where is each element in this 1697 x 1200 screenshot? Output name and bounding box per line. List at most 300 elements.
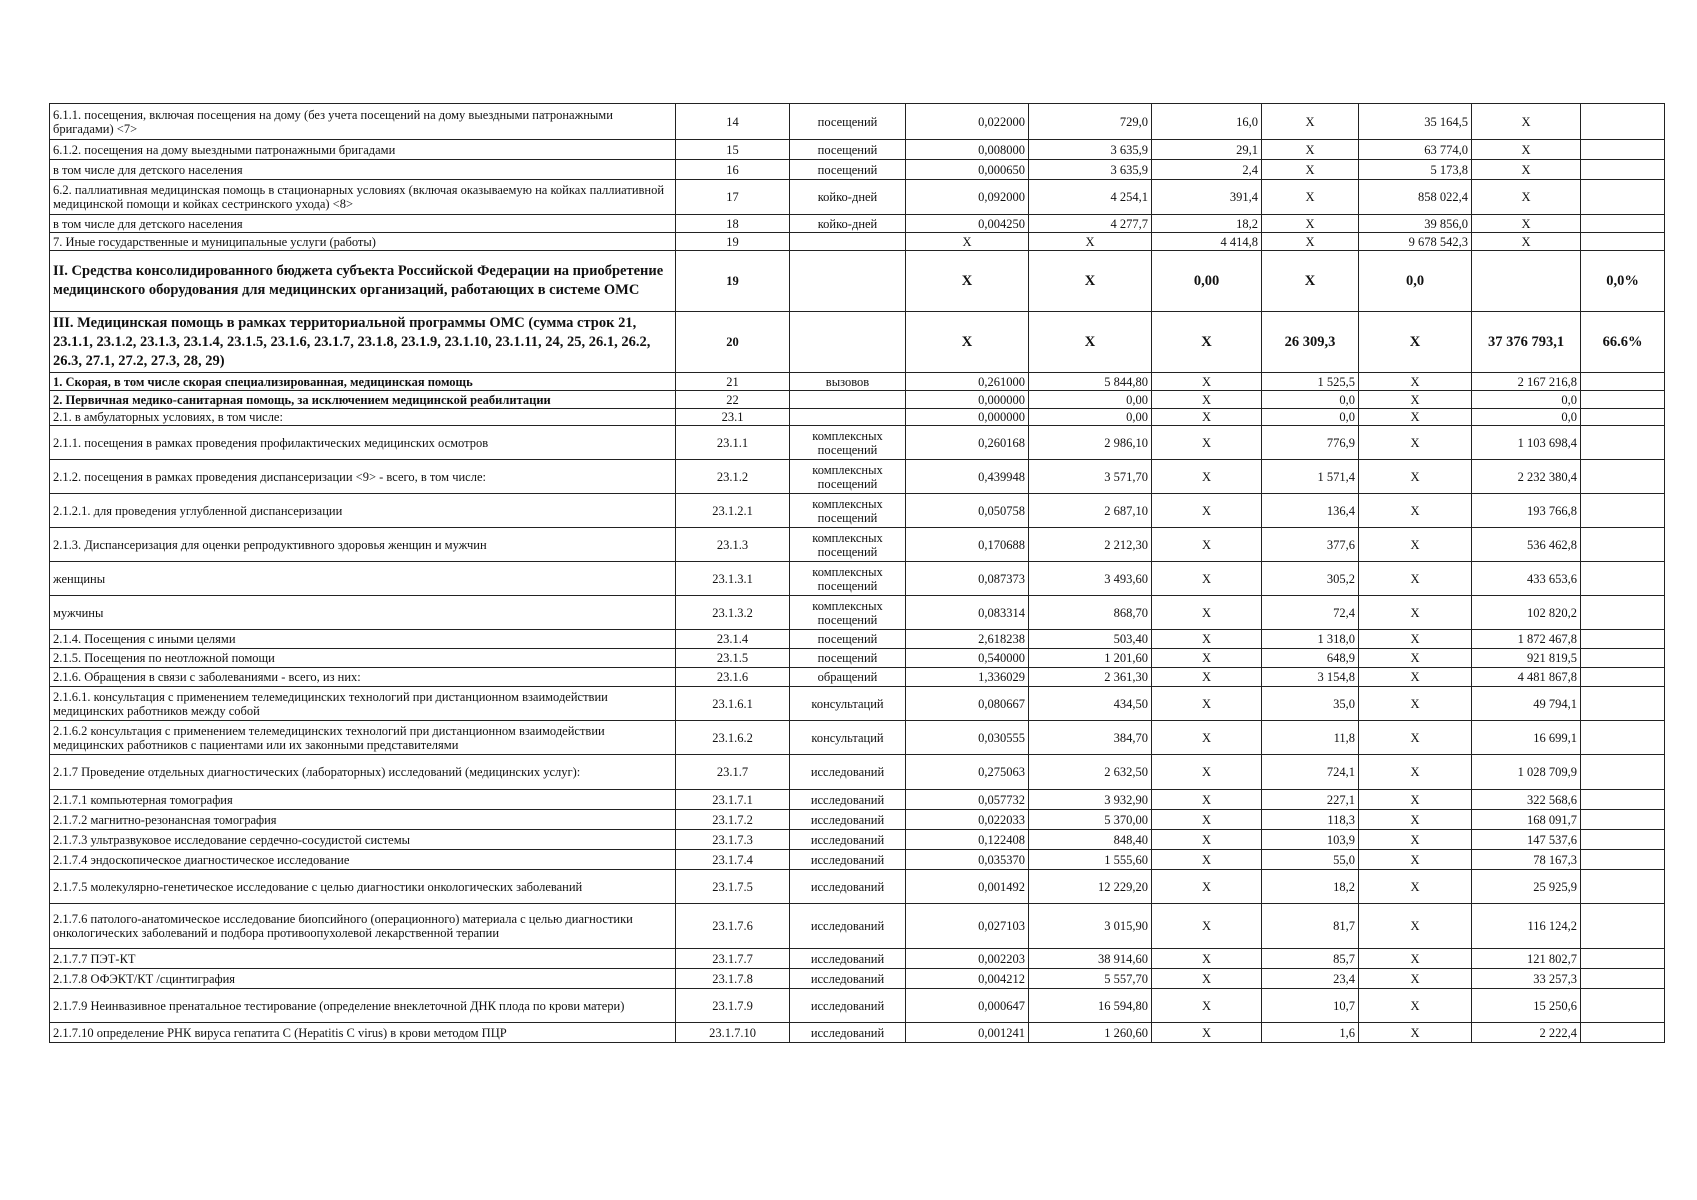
table-row: [50, 251, 1665, 312]
per-capita-budget-cell: X: [1152, 904, 1262, 949]
share-percent-cell: [1581, 373, 1665, 391]
per-capita-oms-cell: 35,0: [1262, 687, 1359, 721]
volume-norm-cell: 0,000647: [906, 989, 1029, 1023]
cost-norm-cell: 38 914,60: [1029, 949, 1152, 969]
row-name-cell: в том числе для детского населения: [50, 160, 676, 180]
share-percent-cell: [1581, 850, 1665, 870]
per-capita-budget-cell: 18,2: [1152, 215, 1262, 233]
total-oms-cell: [1472, 251, 1581, 312]
volume-norm-cell: X: [906, 251, 1029, 312]
cost-norm-cell: X: [1029, 251, 1152, 312]
total-oms-cell: 78 167,3: [1472, 850, 1581, 870]
table-row: [50, 160, 1665, 180]
total-oms-cell: 921 819,5: [1472, 649, 1581, 668]
per-capita-budget-cell: X: [1152, 312, 1262, 373]
total-budget-cell: X: [1359, 668, 1472, 687]
unit-cell: исследований: [790, 850, 906, 870]
total-oms-cell: 25 925,9: [1472, 870, 1581, 904]
total-oms-cell: X: [1472, 140, 1581, 160]
per-capita-budget-cell: X: [1152, 870, 1262, 904]
total-oms-cell: 2 222,4: [1472, 1023, 1581, 1043]
unit-cell: койко-дней: [790, 180, 906, 215]
row-number-cell: 23.1.7.3: [676, 830, 790, 850]
total-budget-cell: 9 678 542,3: [1359, 233, 1472, 251]
table-row: [50, 426, 1665, 460]
total-oms-cell: X: [1472, 104, 1581, 140]
row-name-cell: 6.1.1. посещения, включая посещения на дому (без учета посещений на дому выездными патронажными бригадами) <7>: [50, 104, 676, 140]
cost-norm-cell: 3 635,9: [1029, 140, 1152, 160]
total-oms-cell: 193 766,8: [1472, 494, 1581, 528]
row-number-cell: 17: [676, 180, 790, 215]
unit-cell: исследований: [790, 830, 906, 850]
total-budget-cell: X: [1359, 1023, 1472, 1043]
row-number-cell: 23.1.7.10: [676, 1023, 790, 1043]
per-capita-oms-cell: 81,7: [1262, 904, 1359, 949]
total-budget-cell: X: [1359, 870, 1472, 904]
row-name-cell: 2.1.4. Посещения с иными целями: [50, 630, 676, 649]
per-capita-oms-cell: 227,1: [1262, 790, 1359, 810]
row-number-cell: 23.1.7.8: [676, 969, 790, 989]
row-name-cell: 1. Скорая, в том числе скорая специализированная, медицинская помощь: [50, 373, 676, 391]
table-row: [50, 391, 1665, 409]
volume-norm-cell: 0,002203: [906, 949, 1029, 969]
table-row: [50, 528, 1665, 562]
per-capita-budget-cell: X: [1152, 460, 1262, 494]
per-capita-oms-cell: 18,2: [1262, 870, 1359, 904]
volume-norm-cell: 0,170688: [906, 528, 1029, 562]
total-budget-cell: X: [1359, 596, 1472, 630]
row-name-cell: III. Медицинская помощь в рамках территориальной программы ОМС (сумма строк 21, 23.1.1, 23.1.2, 23.1.3, 23.1.4, 23.1.5, 23.1.6, 23.1.7, 23.1.8, 23.1.9, 23.1.10, 23.1.11, 24, 25, 26.1, 26.2, 26.3, 27.1, 27.2, 27.3, 28, 29): [50, 312, 676, 373]
total-oms-cell: 1 103 698,4: [1472, 426, 1581, 460]
share-percent-cell: [1581, 969, 1665, 989]
total-budget-cell: 63 774,0: [1359, 140, 1472, 160]
per-capita-budget-cell: X: [1152, 790, 1262, 810]
total-oms-cell: 433 653,6: [1472, 562, 1581, 596]
share-percent-cell: [1581, 104, 1665, 140]
cost-norm-cell: 5 844,80: [1029, 373, 1152, 391]
share-percent-cell: 0,0%: [1581, 251, 1665, 312]
per-capita-oms-cell: X: [1262, 251, 1359, 312]
cost-norm-cell: 729,0: [1029, 104, 1152, 140]
per-capita-budget-cell: X: [1152, 528, 1262, 562]
per-capita-oms-cell: 85,7: [1262, 949, 1359, 969]
cost-norm-cell: 2 632,50: [1029, 755, 1152, 790]
row-number-cell: 23.1: [676, 409, 790, 426]
total-budget-cell: X: [1359, 969, 1472, 989]
total-budget-cell: X: [1359, 494, 1472, 528]
unit-cell: посещений: [790, 649, 906, 668]
total-oms-cell: 33 257,3: [1472, 969, 1581, 989]
per-capita-budget-cell: X: [1152, 373, 1262, 391]
row-number-cell: 15: [676, 140, 790, 160]
per-capita-budget-cell: X: [1152, 1023, 1262, 1043]
volume-norm-cell: 0,439948: [906, 460, 1029, 494]
cost-norm-cell: 5 557,70: [1029, 969, 1152, 989]
volume-norm-cell: 0,000650: [906, 160, 1029, 180]
cost-norm-cell: 0,00: [1029, 409, 1152, 426]
unit-cell: [790, 233, 906, 251]
table-row: [50, 312, 1665, 373]
row-number-cell: 23.1.7.6: [676, 904, 790, 949]
unit-cell: исследований: [790, 1023, 906, 1043]
per-capita-oms-cell: X: [1262, 140, 1359, 160]
unit-cell: посещений: [790, 160, 906, 180]
per-capita-budget-cell: X: [1152, 969, 1262, 989]
per-capita-oms-cell: X: [1262, 160, 1359, 180]
per-capita-budget-cell: X: [1152, 409, 1262, 426]
per-capita-budget-cell: X: [1152, 989, 1262, 1023]
row-name-cell: 2.1.7.1 компьютерная томография: [50, 790, 676, 810]
volume-norm-cell: 0,000000: [906, 391, 1029, 409]
row-number-cell: 16: [676, 160, 790, 180]
total-oms-cell: X: [1472, 180, 1581, 215]
per-capita-budget-cell: 4 414,8: [1152, 233, 1262, 251]
volume-norm-cell: 0,008000: [906, 140, 1029, 160]
total-oms-cell: 536 462,8: [1472, 528, 1581, 562]
volume-norm-cell: 1,336029: [906, 668, 1029, 687]
table-body: [50, 104, 1665, 1043]
table-row: [50, 790, 1665, 810]
row-name-cell: 2.1.7.3 ультразвуковое исследование сердечно-сосудистой системы: [50, 830, 676, 850]
volume-norm-cell: 0,050758: [906, 494, 1029, 528]
table-row: [50, 596, 1665, 630]
row-number-cell: 23.1.6.1: [676, 687, 790, 721]
row-name-cell: 2.1.6. Обращения в связи с заболеваниями - всего, из них:: [50, 668, 676, 687]
total-budget-cell: X: [1359, 373, 1472, 391]
per-capita-oms-cell: 0,0: [1262, 391, 1359, 409]
volume-norm-cell: X: [906, 233, 1029, 251]
per-capita-oms-cell: X: [1262, 215, 1359, 233]
row-number-cell: 20: [676, 312, 790, 373]
cost-norm-cell: 868,70: [1029, 596, 1152, 630]
share-percent-cell: [1581, 160, 1665, 180]
volume-norm-cell: 0,080667: [906, 687, 1029, 721]
unit-cell: исследований: [790, 790, 906, 810]
table-row: [50, 721, 1665, 755]
cost-norm-cell: 3 635,9: [1029, 160, 1152, 180]
per-capita-oms-cell: 1 571,4: [1262, 460, 1359, 494]
total-oms-cell: 0,0: [1472, 409, 1581, 426]
row-number-cell: 23.1.7.5: [676, 870, 790, 904]
share-percent-cell: [1581, 1023, 1665, 1043]
cost-norm-cell: 503,40: [1029, 630, 1152, 649]
share-percent-cell: [1581, 426, 1665, 460]
per-capita-budget-cell: X: [1152, 755, 1262, 790]
per-capita-budget-cell: 16,0: [1152, 104, 1262, 140]
table-row: [50, 215, 1665, 233]
cost-norm-cell: 4 277,7: [1029, 215, 1152, 233]
per-capita-oms-cell: 118,3: [1262, 810, 1359, 830]
share-percent-cell: [1581, 949, 1665, 969]
row-number-cell: 23.1.2: [676, 460, 790, 494]
unit-cell: посещений: [790, 140, 906, 160]
row-name-cell: 6.2. паллиативная медицинская помощь в стационарных условиях (включая оказываемую на койках паллиативной медицинской помощи и койках сестринского ухода) <8>: [50, 180, 676, 215]
share-percent-cell: [1581, 790, 1665, 810]
row-name-cell: 2.1.7.6 патолого-анатомическое исследование биопсийного (операционного) материала с целью диагностики онкологических заболеваний и подбора противоопухолевой лекарственной терапии: [50, 904, 676, 949]
unit-cell: комплексных посещений: [790, 596, 906, 630]
volume-norm-cell: 0,261000: [906, 373, 1029, 391]
row-number-cell: 23.1.4: [676, 630, 790, 649]
per-capita-budget-cell: 0,00: [1152, 251, 1262, 312]
unit-cell: исследований: [790, 755, 906, 790]
total-oms-cell: 1 028 709,9: [1472, 755, 1581, 790]
cost-norm-cell: 4 254,1: [1029, 180, 1152, 215]
share-percent-cell: [1581, 494, 1665, 528]
row-number-cell: 22: [676, 391, 790, 409]
total-oms-cell: 49 794,1: [1472, 687, 1581, 721]
per-capita-oms-cell: 1 318,0: [1262, 630, 1359, 649]
unit-cell: [790, 312, 906, 373]
total-budget-cell: X: [1359, 649, 1472, 668]
per-capita-budget-cell: X: [1152, 850, 1262, 870]
volume-norm-cell: 0,022000: [906, 104, 1029, 140]
table-row: [50, 830, 1665, 850]
cost-norm-cell: 848,40: [1029, 830, 1152, 850]
volume-norm-cell: 0,057732: [906, 790, 1029, 810]
share-percent-cell: [1581, 596, 1665, 630]
share-percent-cell: [1581, 630, 1665, 649]
row-name-cell: 2.1.3. Диспансеризация для оценки репродуктивного здоровья женщин и мужчин: [50, 528, 676, 562]
per-capita-oms-cell: 648,9: [1262, 649, 1359, 668]
row-name-cell: 2.1.7.2 магнитно-резонансная томография: [50, 810, 676, 830]
total-budget-cell: X: [1359, 460, 1472, 494]
table-row: [50, 870, 1665, 904]
per-capita-oms-cell: X: [1262, 233, 1359, 251]
table-row: [50, 630, 1665, 649]
volume-norm-cell: 0,035370: [906, 850, 1029, 870]
unit-cell: [790, 251, 906, 312]
total-budget-cell: X: [1359, 630, 1472, 649]
total-budget-cell: X: [1359, 687, 1472, 721]
per-capita-budget-cell: X: [1152, 668, 1262, 687]
row-number-cell: 23.1.3.1: [676, 562, 790, 596]
table-row: [50, 460, 1665, 494]
share-percent-cell: [1581, 140, 1665, 160]
share-percent-cell: [1581, 989, 1665, 1023]
row-name-cell: мужчины: [50, 596, 676, 630]
per-capita-oms-cell: 136,4: [1262, 494, 1359, 528]
row-name-cell: женщины: [50, 562, 676, 596]
per-capita-budget-cell: X: [1152, 949, 1262, 969]
total-oms-cell: 16 699,1: [1472, 721, 1581, 755]
cost-norm-cell: 384,70: [1029, 721, 1152, 755]
per-capita-budget-cell: X: [1152, 721, 1262, 755]
total-oms-cell: 102 820,2: [1472, 596, 1581, 630]
cost-norm-cell: 434,50: [1029, 687, 1152, 721]
volume-norm-cell: 0,027103: [906, 904, 1029, 949]
per-capita-oms-cell: 11,8: [1262, 721, 1359, 755]
unit-cell: обращений: [790, 668, 906, 687]
share-percent-cell: [1581, 810, 1665, 830]
total-budget-cell: X: [1359, 830, 1472, 850]
per-capita-oms-cell: 776,9: [1262, 426, 1359, 460]
unit-cell: консультаций: [790, 721, 906, 755]
total-budget-cell: X: [1359, 949, 1472, 969]
total-budget-cell: 5 173,8: [1359, 160, 1472, 180]
total-budget-cell: 39 856,0: [1359, 215, 1472, 233]
table-row: [50, 850, 1665, 870]
row-number-cell: 23.1.3.2: [676, 596, 790, 630]
unit-cell: комплексных посещений: [790, 426, 906, 460]
row-name-cell: 2.1.6.1. консультация с применением телемедицинских технологий при дистанционном взаимодействии медицинских работников между собой: [50, 687, 676, 721]
total-budget-cell: X: [1359, 391, 1472, 409]
row-number-cell: 23.1.3: [676, 528, 790, 562]
unit-cell: исследований: [790, 904, 906, 949]
total-budget-cell: X: [1359, 409, 1472, 426]
per-capita-oms-cell: 55,0: [1262, 850, 1359, 870]
per-capita-oms-cell: 3 154,8: [1262, 668, 1359, 687]
volume-norm-cell: 0,087373: [906, 562, 1029, 596]
per-capita-oms-cell: X: [1262, 180, 1359, 215]
unit-cell: посещений: [790, 630, 906, 649]
row-name-cell: II. Средства консолидированного бюджета субъекта Российской Федерации на приобретение медицинского оборудования для медицинских организаций, работающих в системе ОМС: [50, 251, 676, 312]
per-capita-budget-cell: X: [1152, 810, 1262, 830]
share-percent-cell: [1581, 668, 1665, 687]
row-name-cell: 2.1.7.4 эндоскопическое диагностическое исследование: [50, 850, 676, 870]
total-oms-cell: X: [1472, 233, 1581, 251]
row-number-cell: 18: [676, 215, 790, 233]
cost-norm-cell: 1 555,60: [1029, 850, 1152, 870]
cost-norm-cell: 16 594,80: [1029, 989, 1152, 1023]
table-row: [50, 668, 1665, 687]
cost-norm-cell: 3 493,60: [1029, 562, 1152, 596]
share-percent-cell: [1581, 687, 1665, 721]
volume-norm-cell: X: [906, 312, 1029, 373]
per-capita-oms-cell: 1 525,5: [1262, 373, 1359, 391]
total-budget-cell: X: [1359, 528, 1472, 562]
unit-cell: койко-дней: [790, 215, 906, 233]
per-capita-budget-cell: X: [1152, 562, 1262, 596]
cost-norm-cell: 2 687,10: [1029, 494, 1152, 528]
unit-cell: вызовов: [790, 373, 906, 391]
row-name-cell: 2.1.7.8 ОФЭКТ/КТ /сцинтиграфия: [50, 969, 676, 989]
per-capita-oms-cell: 10,7: [1262, 989, 1359, 1023]
per-capita-budget-cell: X: [1152, 630, 1262, 649]
cost-norm-cell: 2 986,10: [1029, 426, 1152, 460]
table-row: [50, 969, 1665, 989]
total-budget-cell: X: [1359, 850, 1472, 870]
row-name-cell: 2. Первичная медико-санитарная помощь, за исключением медицинской реабилитации: [50, 391, 676, 409]
total-oms-cell: 147 537,6: [1472, 830, 1581, 850]
total-oms-cell: 322 568,6: [1472, 790, 1581, 810]
per-capita-budget-cell: 391,4: [1152, 180, 1262, 215]
cost-norm-cell: 12 229,20: [1029, 870, 1152, 904]
per-capita-oms-cell: 724,1: [1262, 755, 1359, 790]
row-number-cell: 23.1.1: [676, 426, 790, 460]
per-capita-oms-cell: 72,4: [1262, 596, 1359, 630]
cost-norm-cell: 5 370,00: [1029, 810, 1152, 830]
row-name-cell: 6.1.2. посещения на дому выездными патронажными бригадами: [50, 140, 676, 160]
volume-norm-cell: 0,022033: [906, 810, 1029, 830]
row-number-cell: 23.1.6.2: [676, 721, 790, 755]
table-row: [50, 233, 1665, 251]
per-capita-budget-cell: X: [1152, 649, 1262, 668]
row-name-cell: 2.1.6.2 консультация с применением телемедицинских технологий при дистанционном взаимодействии медицинских работников с пациентами или их законными представителями: [50, 721, 676, 755]
share-percent-cell: [1581, 904, 1665, 949]
volume-norm-cell: 0,260168: [906, 426, 1029, 460]
cost-norm-cell: 2 361,30: [1029, 668, 1152, 687]
row-number-cell: 23.1.7.1: [676, 790, 790, 810]
cost-norm-cell: 1 201,60: [1029, 649, 1152, 668]
row-name-cell: 2.1.5. Посещения по неотложной помощи: [50, 649, 676, 668]
unit-cell: исследований: [790, 810, 906, 830]
share-percent-cell: [1581, 528, 1665, 562]
table-row: [50, 810, 1665, 830]
row-number-cell: 23.1.6: [676, 668, 790, 687]
row-number-cell: 19: [676, 233, 790, 251]
volume-norm-cell: 0,000000: [906, 409, 1029, 426]
row-number-cell: 23.1.7.4: [676, 850, 790, 870]
total-budget-cell: X: [1359, 721, 1472, 755]
table-row: [50, 494, 1665, 528]
share-percent-cell: [1581, 870, 1665, 904]
table-row: [50, 180, 1665, 215]
share-percent-cell: [1581, 215, 1665, 233]
row-number-cell: 21: [676, 373, 790, 391]
per-capita-oms-cell: 377,6: [1262, 528, 1359, 562]
row-name-cell: 2.1.2. посещения в рамках проведения диспансеризации <9> - всего, в том числе:: [50, 460, 676, 494]
share-percent-cell: [1581, 562, 1665, 596]
volume-norm-cell: 0,001241: [906, 1023, 1029, 1043]
total-budget-cell: X: [1359, 562, 1472, 596]
volume-norm-cell: 2,618238: [906, 630, 1029, 649]
total-oms-cell: X: [1472, 215, 1581, 233]
row-name-cell: 2.1.7.7 ПЭТ-КТ: [50, 949, 676, 969]
total-oms-cell: 2 232 380,4: [1472, 460, 1581, 494]
per-capita-budget-cell: X: [1152, 391, 1262, 409]
volume-norm-cell: 0,004250: [906, 215, 1029, 233]
volume-norm-cell: 0,001492: [906, 870, 1029, 904]
total-oms-cell: 121 802,7: [1472, 949, 1581, 969]
table-row: [50, 755, 1665, 790]
cost-norm-cell: 1 260,60: [1029, 1023, 1152, 1043]
unit-cell: исследований: [790, 989, 906, 1023]
total-oms-cell: 2 167 216,8: [1472, 373, 1581, 391]
cost-norm-cell: X: [1029, 233, 1152, 251]
per-capita-oms-cell: 305,2: [1262, 562, 1359, 596]
table-row: [50, 1023, 1665, 1043]
total-budget-cell: X: [1359, 904, 1472, 949]
cost-norm-cell: 2 212,30: [1029, 528, 1152, 562]
per-capita-budget-cell: 2,4: [1152, 160, 1262, 180]
per-capita-oms-cell: 103,9: [1262, 830, 1359, 850]
volume-norm-cell: 0,122408: [906, 830, 1029, 850]
table-row: [50, 104, 1665, 140]
total-oms-cell: 1 872 467,8: [1472, 630, 1581, 649]
row-name-cell: в том числе для детского населения: [50, 215, 676, 233]
total-oms-cell: 116 124,2: [1472, 904, 1581, 949]
share-percent-cell: [1581, 721, 1665, 755]
row-name-cell: 7. Иные государственные и муниципальные услуги (работы): [50, 233, 676, 251]
per-capita-oms-cell: X: [1262, 104, 1359, 140]
share-percent-cell: [1581, 233, 1665, 251]
total-oms-cell: 0,0: [1472, 391, 1581, 409]
per-capita-budget-cell: X: [1152, 687, 1262, 721]
volume-norm-cell: 0,275063: [906, 755, 1029, 790]
row-number-cell: 19: [676, 251, 790, 312]
table-row: [50, 562, 1665, 596]
unit-cell: комплексных посещений: [790, 460, 906, 494]
cost-norm-cell: X: [1029, 312, 1152, 373]
table-row: [50, 904, 1665, 949]
per-capita-budget-cell: X: [1152, 494, 1262, 528]
total-oms-cell: 37 376 793,1: [1472, 312, 1581, 373]
per-capita-budget-cell: X: [1152, 596, 1262, 630]
share-percent-cell: [1581, 830, 1665, 850]
row-name-cell: 2.1.2.1. для проведения углубленной диспансеризации: [50, 494, 676, 528]
total-budget-cell: X: [1359, 755, 1472, 790]
total-oms-cell: 15 250,6: [1472, 989, 1581, 1023]
